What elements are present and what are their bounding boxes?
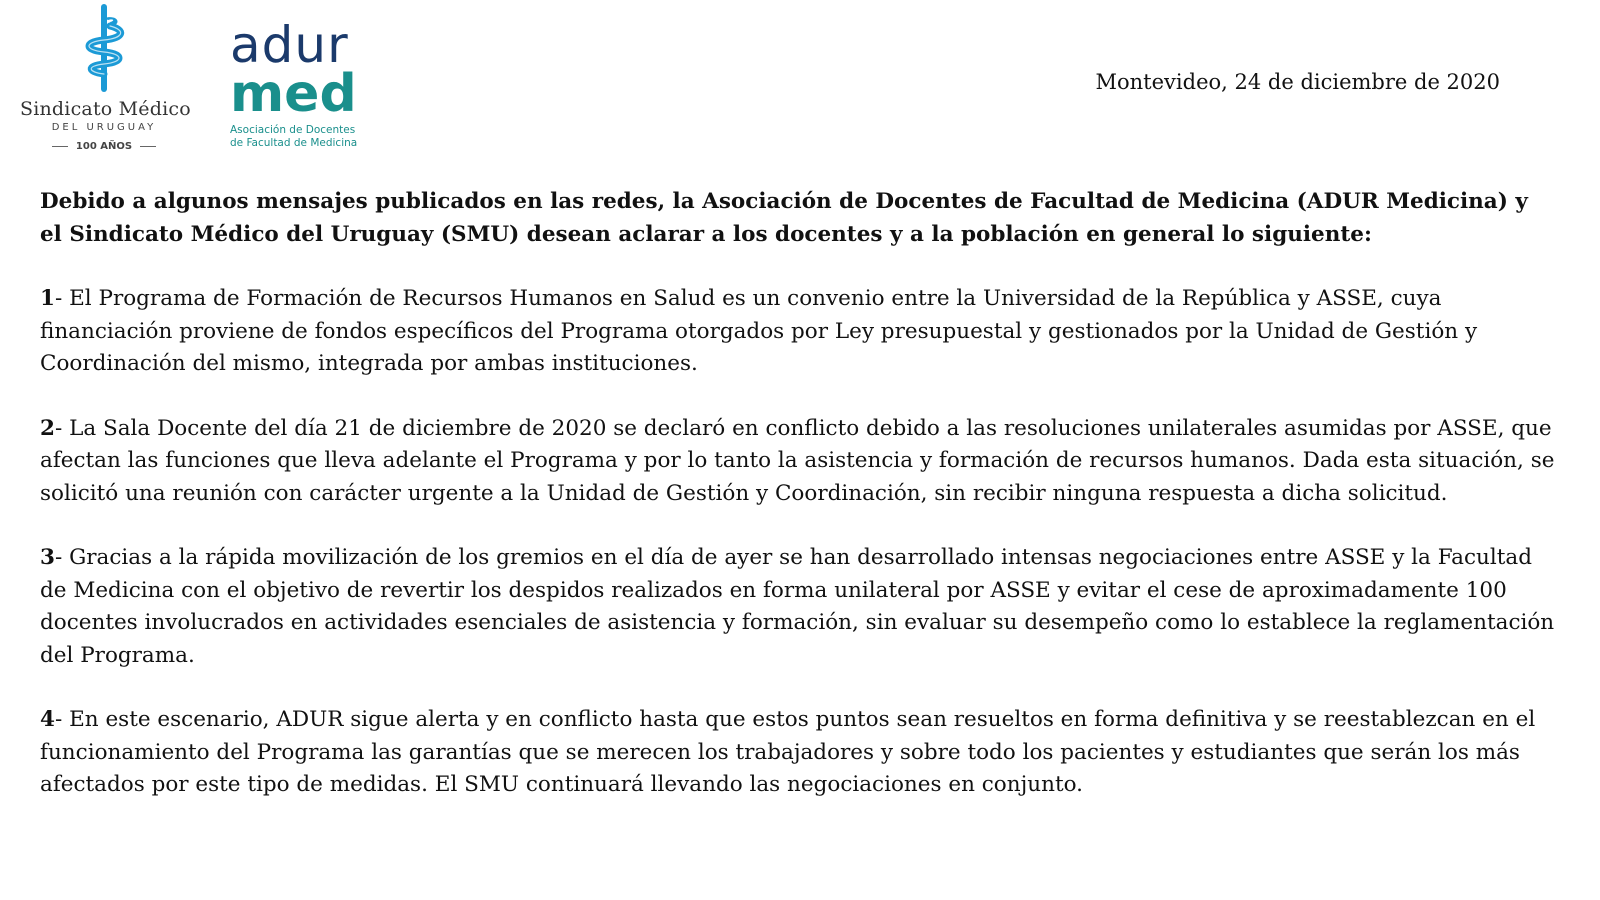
point-text: - La Sala Docente del día 21 de diciembre de 2020 se declaró en conflicto debido a las resoluciones unilaterales asumidas por ASSE, que afectan las funciones que lleva adelante el Programa y por lo tanto la asistencia y formación de recursos humanos. Dada esta situación, se solicitó una reunión con carácter urgente a la Unidad de Gestión y Coordinación, sin recibir ninguna respuesta a dicha solicitud. <box>40 415 1555 506</box>
intro-paragraph: Debido a algunos mensajes publicados en las redes, la Asociación de Docentes de Facultad de Medicina (ADUR Medicina) y el Sindicato Médico del Uruguay (SMU) desean aclarar a los docentes y a la población en general lo siguiente: <box>40 189 1528 247</box>
point-number: 2 <box>40 415 55 441</box>
caduceus-snake-icon <box>74 2 134 94</box>
smu-logo-country: DEL URUGUAY <box>51 122 157 133</box>
point-paragraph-1 <box>40 283 1555 381</box>
smu-logo-anniversary-text: 100 AÑOS <box>75 141 133 152</box>
document-date: Montevideo, 24 de diciembre de 2020 <box>1095 70 1500 94</box>
point-number: 4 <box>40 707 55 732</box>
adur-logo-subtitle-1: Asociación de Docentes <box>230 124 356 136</box>
point-paragraph-4 <box>40 704 1555 802</box>
point-number: 1 <box>40 286 55 311</box>
point-text: - En este escenario, ADUR sigue alerta y en conflicto hasta que estos puntos sean resueltos en forma definitiva y se reestablezcan en el funcionamiento del Programa las garantías que se merecen los trabajadores y sobre todo los pacientes y estudiantes que serán los más afectados por este tipo de medidas. El SMU continuará llevando las negociaciones en conjunto. <box>40 707 1536 797</box>
point-text: - El Programa de Formación de Recursos Humanos en Salud es un convenio entre la Universidad de la República y ASSE, cuya financiación proviene de fondos específicos del Programa otorgados por Ley presupuestal y gestionados por la Unidad de Gestión y Coordinación del mismo, integrada por ambas instituciones. <box>40 286 1478 376</box>
adur-logo-word: adur <box>230 16 349 74</box>
point-text: - Gracias a la rápida movilización de los gremios en el día de ayer se han desarrollado intensas negociaciones entre ASSE y la Facultad de Medicina con el objetivo de revertir los despidos realizados en forma unilateral por ASSE y evitar el cese de aproximadamente 100 docentes involucrados en actividades esenciales de asistencia y formación, sin evaluar su desempeño como lo establece la reglamentación del Programa. <box>40 545 1555 668</box>
point-number: 3 <box>40 545 55 570</box>
smu-logo-name: Sindicato Médico <box>20 98 191 120</box>
med-logo-word: med <box>230 64 357 124</box>
point-paragraph-3 <box>40 542 1555 672</box>
smu-logo <box>20 2 191 162</box>
adur-med-logo <box>230 16 370 165</box>
smu-logo-anniversary <box>20 141 188 152</box>
point-paragraph-2 <box>40 413 1555 511</box>
document-body <box>40 186 1555 834</box>
adur-logo-subtitle-2: de Facultad de Medicina <box>230 137 358 149</box>
